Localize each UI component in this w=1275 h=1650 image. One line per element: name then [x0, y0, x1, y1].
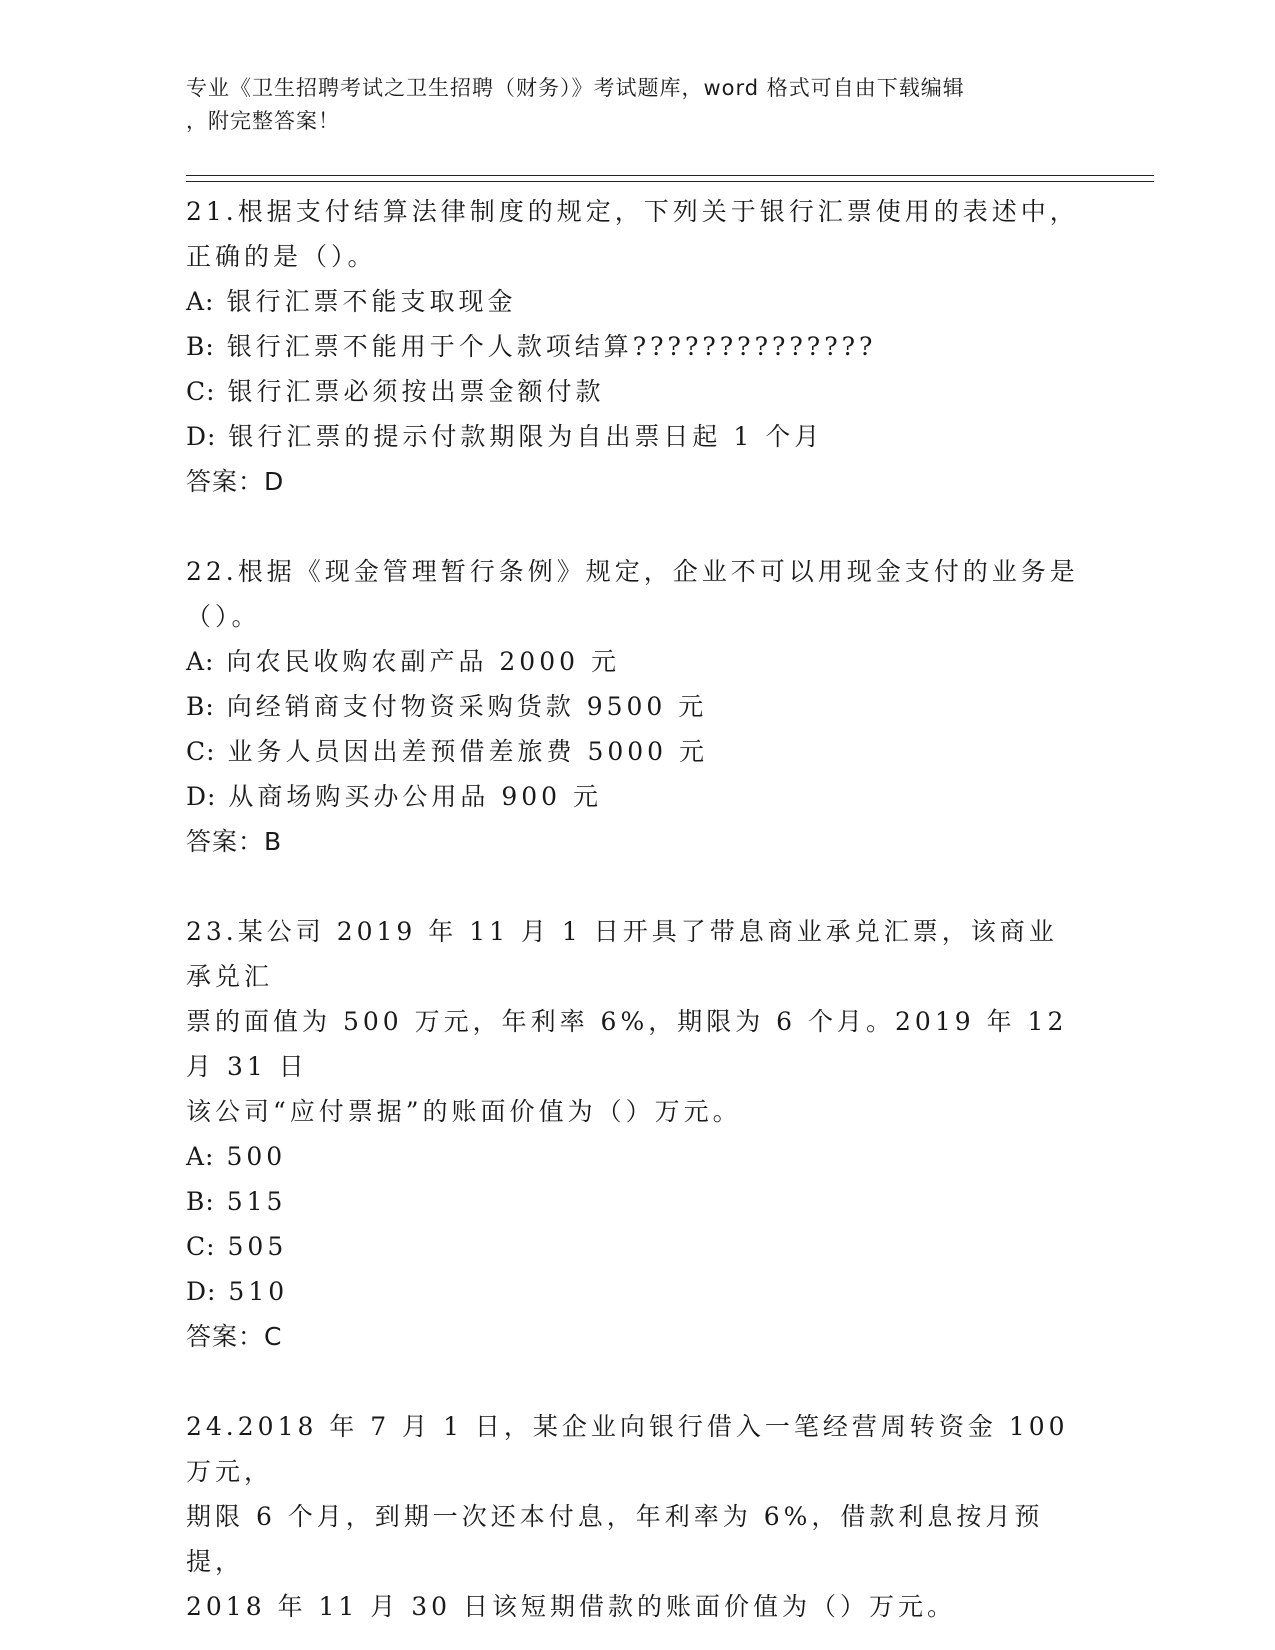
option-text: 510 — [228, 1277, 289, 1306]
option-b — [186, 324, 1086, 369]
question-stem-line: 21.根据支付结算法律制度的规定，下列关于银行汇票使用的表述中， — [186, 197, 1079, 226]
option-d — [186, 414, 1086, 459]
option-a — [186, 279, 1086, 324]
option-c — [186, 729, 1086, 774]
header-line-1: 专业《卫生招聘考试之卫生招聘（财务）》考试题库，word 格式可自由下载编辑 — [186, 76, 965, 100]
option-letter: A: — [186, 287, 215, 316]
question-stem-line: 正确的是（）。 — [186, 242, 377, 271]
question-list — [186, 189, 1086, 1629]
option-letter: D: — [186, 422, 217, 451]
spacer — [186, 504, 1086, 549]
spacer — [186, 1359, 1086, 1404]
option-letter: D: — [186, 1277, 217, 1306]
option-text: 500 — [226, 1142, 287, 1171]
answer-line: 答案：C — [186, 1322, 283, 1351]
answer-line: 答案：B — [186, 827, 283, 856]
option-text: 从商场购买办公用品 900 元 — [228, 782, 603, 811]
option-text: 银行汇票不能支取现金 — [226, 287, 517, 316]
spacer — [186, 864, 1086, 909]
question-stem-line: （）。 — [186, 602, 261, 631]
option-letter: A: — [186, 647, 215, 676]
option-d — [186, 1269, 1086, 1314]
question-stem-line: 票的面值为 500 万元，年利率 6%，期限为 6 个月。2019 年 12 月 31 日 — [186, 1007, 1068, 1081]
option-c — [186, 1224, 1086, 1269]
option-b — [186, 1179, 1086, 1224]
option-text: 银行汇票必须按出票金额付款 — [227, 377, 605, 406]
option-text: 向农民收购农副产品 2000 元 — [226, 647, 620, 676]
question-22 — [186, 549, 1086, 864]
question-24 — [186, 1404, 1086, 1629]
option-d — [186, 774, 1086, 819]
header-divider-top — [186, 175, 1154, 176]
option-b — [186, 684, 1086, 729]
option-text: 银行汇票的提示付款期限为自出票日起 1 个月 — [228, 422, 824, 451]
option-letter: C: — [186, 737, 216, 766]
question-stem-line: 22.根据《现金管理暂行条例》规定，企业不可以用现金支付的业务是 — [186, 557, 1079, 586]
answer-line: 答案：D — [186, 467, 285, 496]
option-letter: B: — [186, 692, 215, 721]
option-letter: A: — [186, 1142, 215, 1171]
option-letter: C: — [186, 1232, 216, 1261]
option-text: 505 — [227, 1232, 288, 1261]
option-a — [186, 1134, 1086, 1179]
question-stem-line: 该公司“应付票据”的账面价值为（）万元。 — [186, 1097, 742, 1126]
question-stem-line: 期限 6 个月，到期一次还本付息，年利率为 6%，借款利息按月预提， — [186, 1502, 1044, 1576]
question-stem-line: 23.某公司 2019 年 11 月 1 日开具了带息商业承兑汇票，该商业承兑汇 — [186, 917, 1058, 991]
question-21 — [186, 189, 1086, 504]
option-text: 向经销商支付物资采购货款 9500 元 — [226, 692, 708, 721]
option-letter: D: — [186, 782, 217, 811]
option-c — [186, 369, 1086, 414]
question-stem-line: 24.2018 年 7 月 1 日，某企业向银行借入一笔经营周转资金 100 万元， — [186, 1412, 1069, 1486]
option-letter: B: — [186, 1187, 215, 1216]
option-letter: C: — [186, 377, 216, 406]
header-divider-bottom — [186, 181, 1154, 182]
option-a — [186, 639, 1086, 684]
option-text: 515 — [226, 1187, 287, 1216]
option-text: 业务人员因出差预借差旅费 5000 元 — [227, 737, 709, 766]
option-text: 银行汇票不能用于个人款项结算?????????????? — [226, 332, 877, 361]
question-23 — [186, 909, 1086, 1359]
document-header — [186, 72, 1066, 138]
header-line-2: ，附完整答案！ — [186, 109, 340, 133]
question-stem-line: 2018 年 11 月 30 日该短期借款的账面价值为（）万元。 — [186, 1592, 956, 1621]
option-letter: B: — [186, 332, 215, 361]
